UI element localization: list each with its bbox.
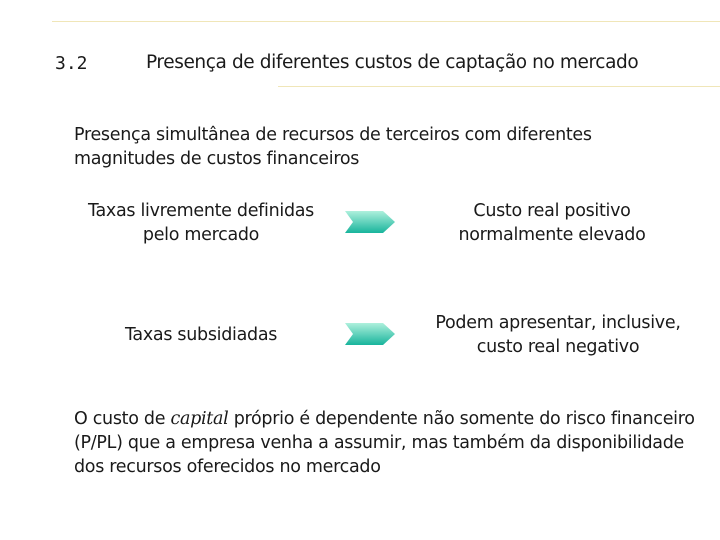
section-title: Presença de diferentes custos de captação no mercado xyxy=(146,52,639,73)
top-divider xyxy=(52,21,720,22)
conclusion-lead: O custo de xyxy=(74,409,171,429)
conclusion-rest: próprio é dependente não somente do risco financeiro (P/PL) que a empresa venha a assumir, mas também da disponibilidade dos recursos oferecidos no mercado xyxy=(74,409,695,477)
negative-cost-label: Podem apresentar, inclusive, custo real negativo xyxy=(435,313,681,357)
positive-cost-label: Custo real positivo normalmente elevado xyxy=(458,201,646,245)
free-rates-label: Taxas livremente definidas pelo mercado xyxy=(87,201,315,245)
intro-text: Presença simultânea de recursos de terceiros com diferentes magnitudes de custos financeiros xyxy=(74,125,592,169)
arrow-right-icon xyxy=(345,208,395,236)
title-underline xyxy=(278,86,720,87)
section-number: 3.2 xyxy=(55,53,88,74)
arrow-right-icon xyxy=(345,320,395,348)
subsidized-rates-label: Taxas subsidiadas xyxy=(124,325,278,345)
conclusion-text xyxy=(74,407,704,479)
conclusion-emphasis: capital xyxy=(170,409,229,429)
